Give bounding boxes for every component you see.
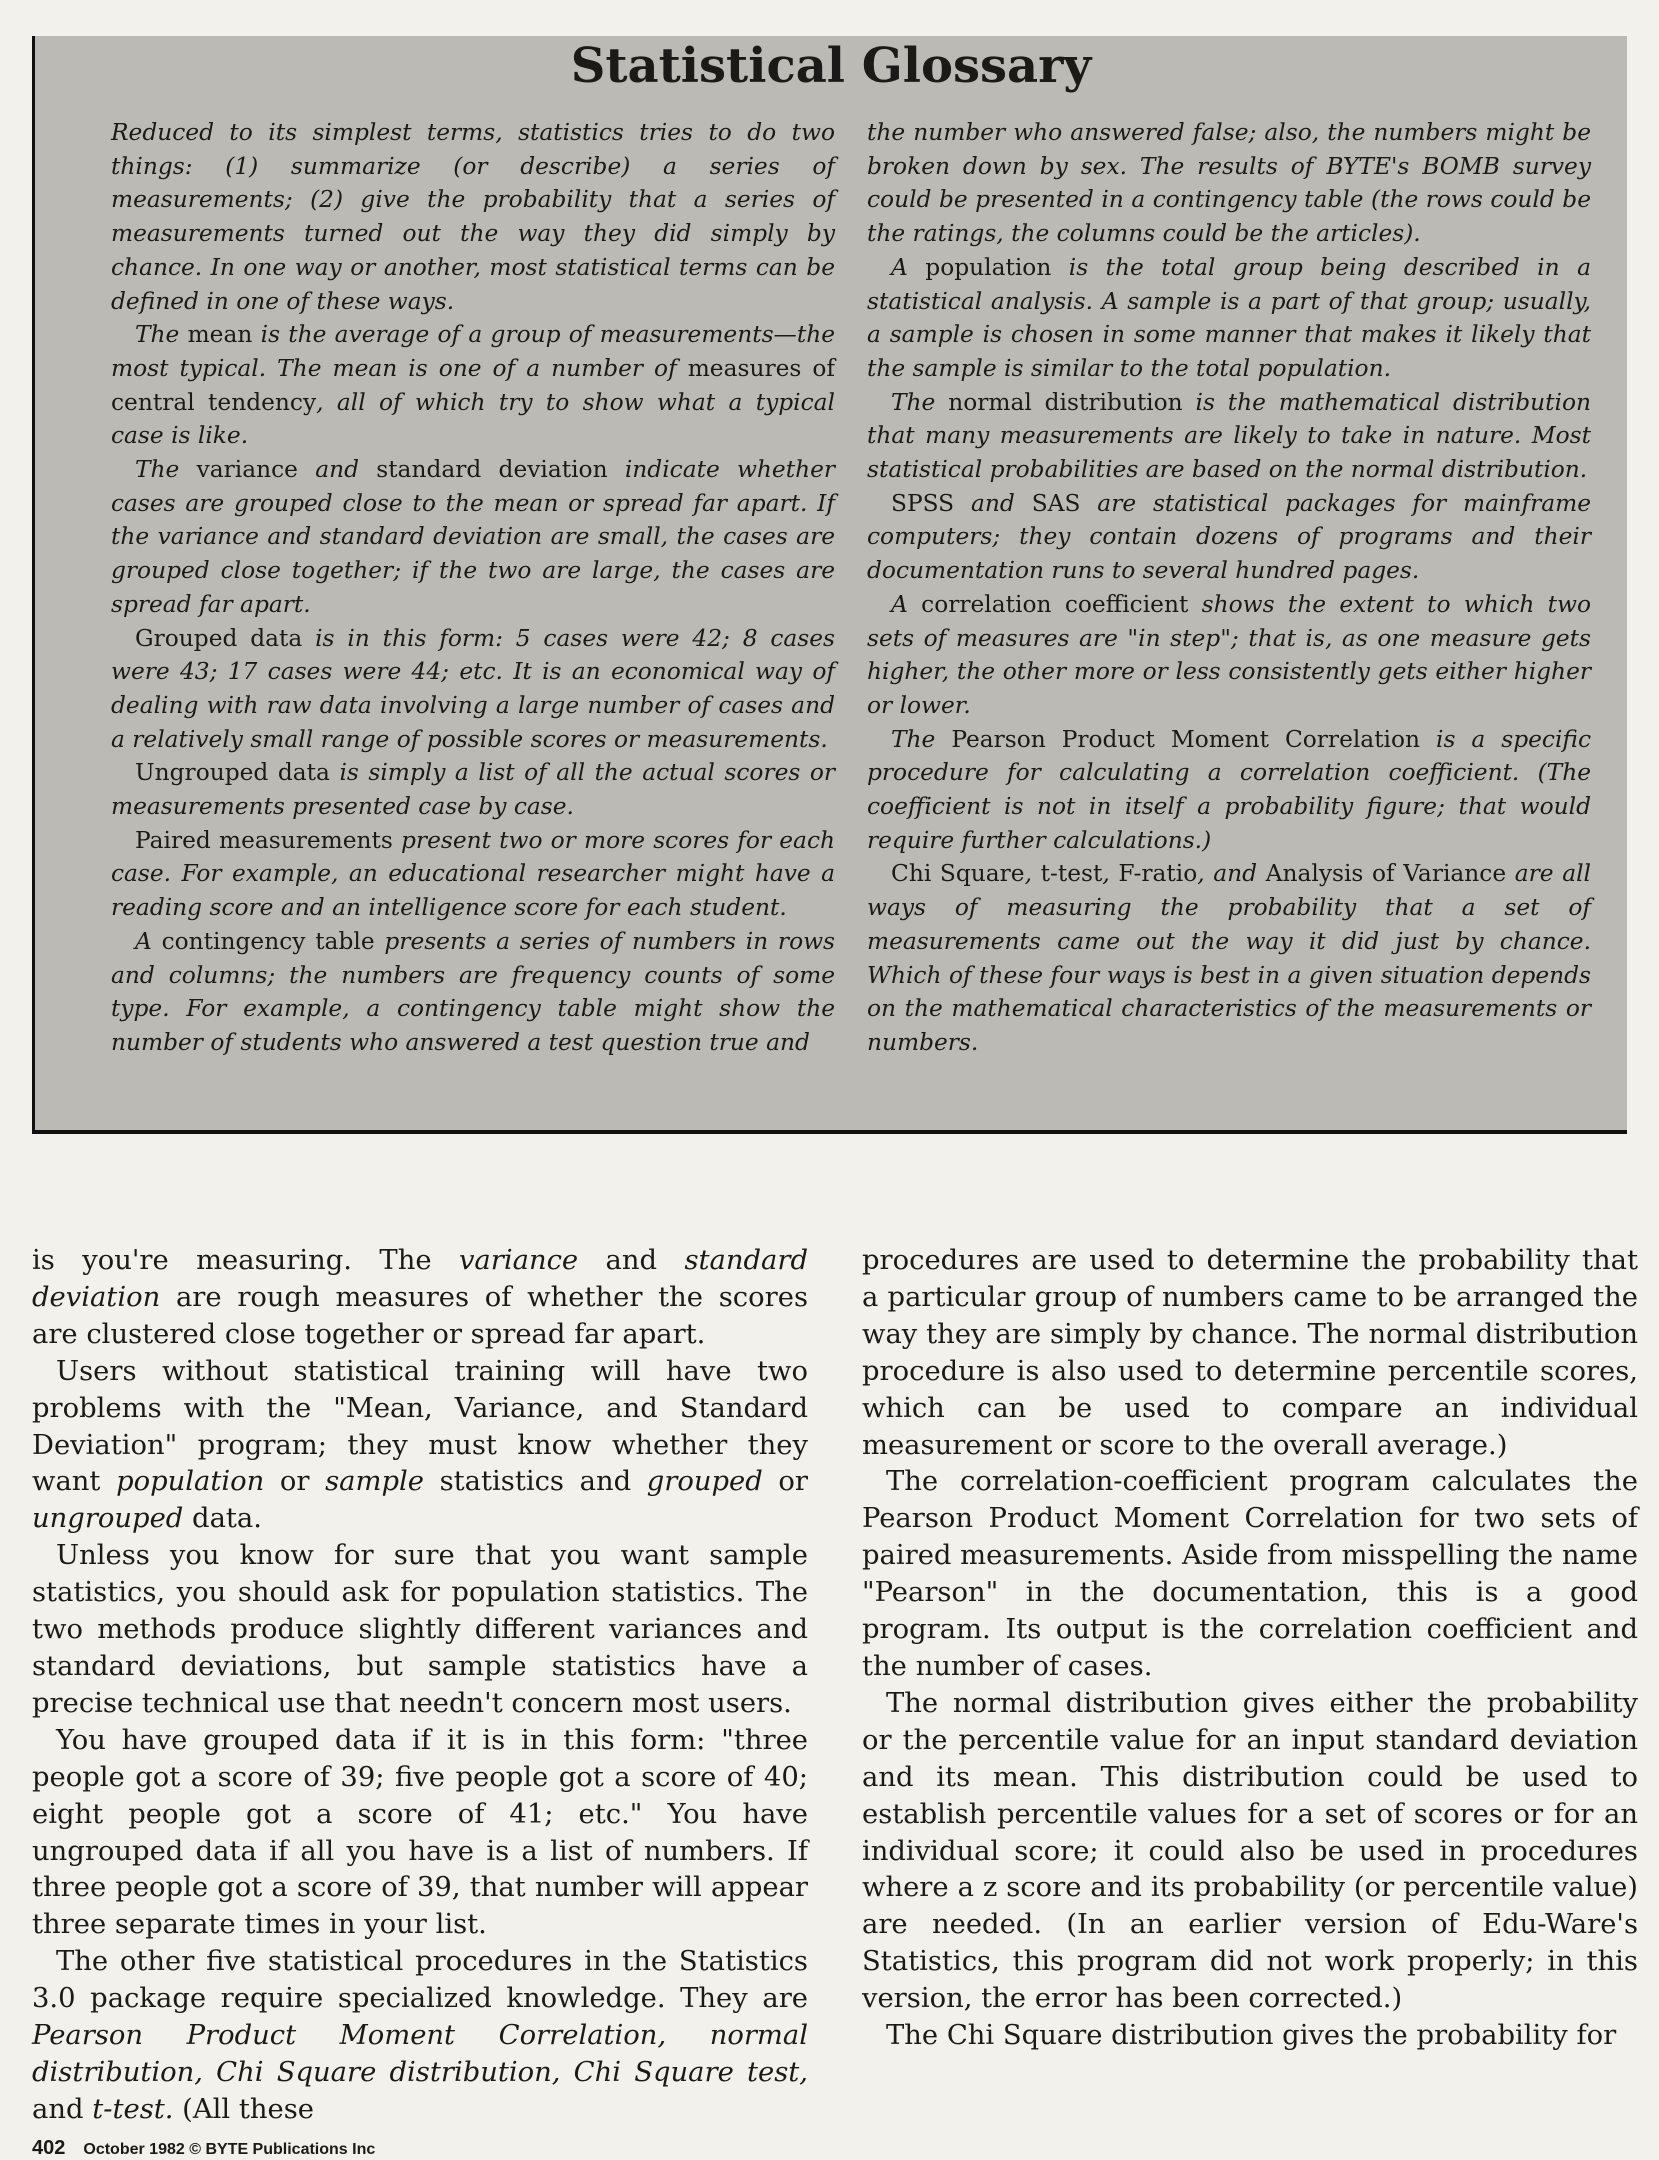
article-left-column bbox=[32, 1243, 808, 2129]
glossary-text: the number who answered false; also, the numbers might be broken down by sex. The results of BYTE's BOMB survey could be presented in a contingency table (the rows could be the ratings, the columns could be the articles). bbox=[867, 119, 1591, 248]
glossary-term: contingency table bbox=[161, 927, 375, 955]
glossary-paragraph bbox=[111, 756, 835, 823]
glossary-paragraph bbox=[867, 857, 1591, 1059]
article-paragraph bbox=[32, 1723, 808, 1944]
glossary-text: , all of which try to show what a typical case is like. bbox=[111, 388, 835, 450]
body-text: procedures are used to determine the probability that a particular group of numbers came to be arranged the way they are simply by chance. The normal distribution procedure is also used to determine percentile scores, which can be used to compare an individual measurement or score to the overall average.) bbox=[862, 1245, 1638, 1461]
emphasis-text: Pearson Product Moment Correlation, normal distribution, Chi Square distribution, Chi Square test, bbox=[32, 2020, 808, 2088]
body-text: Users without statistical training will have two problems with the "Mean, Variance, and Standard Deviation" program; they must know whether they want bbox=[32, 1355, 808, 1498]
body-text: You have grouped data if it is in this form: "three people got a score of 39; five people got a score of 40; eight people got a score of 41; etc." You have ungrouped data if all you have is a list of numbers. If three people got a score of 39, that number will appear three separate times in your list. bbox=[32, 1724, 808, 1941]
glossary-title: Statistical Glossary bbox=[570, 38, 1092, 94]
glossary-term: SPSS bbox=[891, 489, 955, 517]
glossary-term: Paired measurements bbox=[135, 826, 393, 854]
body-text: The other five statistical procedures in the Statistics 3.0 package require specialized knowledge. They are bbox=[32, 1946, 808, 2015]
glossary-text: A bbox=[891, 253, 926, 281]
glossary-text: shows the extent to which two sets of measures are "in step"; that is, as one measure gets higher, the other more or less consistently gets either higher or lower. bbox=[867, 590, 1591, 719]
glossary-paragraph bbox=[111, 925, 835, 1060]
article-paragraph bbox=[862, 1243, 1638, 1464]
body-text: The normal distribution gives either the probability or the percentile value for an input standard deviation and its mean. This distribution could be used to establish percentile values for a set of scores or for an individual score; it could also be used in procedures where a z score and its probability (or percentile value) are needed. (In an earlier version of Edu-Ware's Statistics, this program did not work properly; in this version, the error has been corrected.) bbox=[862, 1687, 1638, 2015]
glossary-term: variance bbox=[196, 456, 298, 484]
glossary-text: is the average of a group of measurements—the most typical. The mean is one of a number of bbox=[111, 321, 835, 382]
body-text: Unless you know for sure that you want sample statistics, you should ask for population statistics. The two methods produce slightly different variances and standard deviations, but sample statistics have a precise technical use that needn't concern most users. bbox=[32, 1540, 808, 1719]
body-text: data. bbox=[183, 1503, 262, 1535]
article-paragraph bbox=[32, 1944, 808, 2129]
glossary-text: A bbox=[135, 927, 162, 955]
glossary-term: correlation coefficient bbox=[921, 590, 1189, 618]
emphasis-text: standard deviation bbox=[32, 1245, 808, 1313]
emphasis-text: grouped bbox=[646, 1466, 763, 1498]
glossary-text: The bbox=[891, 388, 949, 416]
glossary-paragraph bbox=[111, 824, 835, 925]
body-text: or bbox=[264, 1466, 326, 1498]
body-text: The correlation-coefficient program calculates the Pearson Product Moment Correlation for two sets of paired measurements. Aside from misspelling the name "Pearson" in the documentation, this is a good program. Its output is the correlation coefficient and the number of cases. bbox=[862, 1466, 1638, 1682]
glossary-paragraph bbox=[867, 386, 1591, 487]
glossary-paragraph bbox=[867, 251, 1591, 386]
glossary-paragraph bbox=[111, 453, 835, 622]
glossary-paragraph bbox=[111, 622, 835, 757]
glossary-term: Ungrouped data bbox=[135, 759, 330, 787]
glossary-text: The bbox=[891, 725, 952, 753]
glossary-term: t-test bbox=[1040, 860, 1103, 888]
glossary-term: normal distribution bbox=[948, 388, 1183, 416]
glossary-text: The bbox=[135, 321, 188, 349]
glossary-text: indicate whether cases are grouped close to the mean or spread far apart. If the variance and standard deviation are small, the cases are grouped close together; if the two are large, the cases are spread far apart. bbox=[111, 456, 835, 618]
article-paragraph bbox=[862, 1464, 1638, 1685]
glossary-term: standard deviation bbox=[376, 456, 608, 484]
glossary-paragraph bbox=[867, 588, 1591, 723]
glossary-term: measures of central tendency bbox=[111, 354, 835, 416]
glossary-paragraph bbox=[111, 116, 835, 318]
glossary-text: The bbox=[135, 456, 197, 484]
glossary-text: , bbox=[1102, 860, 1119, 888]
body-text: or bbox=[762, 1466, 809, 1498]
page-number: 402 bbox=[32, 2137, 66, 2159]
glossary-text: is simply a list of all the actual scores or measurements presented case by case. bbox=[111, 759, 836, 821]
article-paragraph bbox=[862, 1686, 1638, 2018]
emphasis-text: ungrouped bbox=[32, 1503, 184, 1535]
glossary-paragraph bbox=[111, 318, 835, 453]
glossary-paragraph bbox=[867, 723, 1591, 858]
glossary-text: present two or more scores for each case. For example, an educational researcher might have a reading score and an intelligence score for each student. bbox=[111, 826, 835, 922]
glossary-text: is the total group being described in a statistical analysis. A sample is a part of that group; usually, a sample is chosen in some manner that makes it likely that the sample is similar to the total population. bbox=[867, 253, 1591, 382]
emphasis-text: variance bbox=[458, 1245, 579, 1276]
glossary-term: Analysis of Variance bbox=[1265, 860, 1507, 888]
body-text: are rough measures of whether the scores are clustered close together or spread far apart. bbox=[32, 1281, 808, 1350]
glossary-text: and bbox=[954, 489, 1032, 517]
glossary-text: are statistical packages for mainframe computers; they contain dozens of programs and their documentation runs to several hundred pages. bbox=[867, 489, 1591, 585]
glossary-term: Grouped data bbox=[135, 624, 303, 652]
glossary-term: population bbox=[925, 253, 1052, 281]
emphasis-text: t-test. bbox=[92, 2093, 174, 2125]
emphasis-text: population bbox=[116, 1466, 265, 1498]
glossary-text: and bbox=[297, 456, 377, 484]
glossary-text: is the mathematical distribution that many measurements are likely to take in nature. Most statistical probabilities are based on the normal distribution. bbox=[867, 388, 1591, 484]
emphasis-text: sample bbox=[325, 1466, 424, 1498]
glossary-text: , bbox=[1024, 860, 1041, 888]
article-paragraph bbox=[862, 2018, 1638, 2055]
glossary-text: A bbox=[891, 590, 922, 618]
article-paragraph bbox=[32, 1354, 808, 1539]
article-paragraph bbox=[32, 1538, 808, 1723]
body-text: statistics and bbox=[423, 1466, 647, 1498]
glossary-text: presents a series of numbers in rows and columns; the numbers are frequency counts of some type. For example, a contingency table might show the number of students who answered a test question true and bbox=[111, 927, 835, 1056]
glossary-term: F-ratio bbox=[1118, 860, 1198, 888]
footer-credit: October 1982 © BYTE Publications Inc bbox=[83, 2141, 376, 2158]
article-paragraph bbox=[32, 1243, 808, 1354]
glossary-term: SAS bbox=[1031, 489, 1081, 517]
glossary-text: is in this form: 5 cases were 42; 8 cases were 43; 17 cases were 44; etc. It is an economical way of dealing with raw data involving a large number of cases and a relatively small range of possible scores or measurements. bbox=[111, 624, 835, 753]
body-text: is you're measuring. The bbox=[32, 1245, 459, 1276]
glossary-sidebar bbox=[32, 36, 1627, 1134]
body-text: and bbox=[578, 1245, 685, 1276]
body-text: and bbox=[32, 2093, 93, 2125]
glossary-term: Pearson Product Moment Correlation bbox=[951, 725, 1421, 753]
article-right-column bbox=[862, 1243, 1638, 2055]
glossary-right-column bbox=[867, 116, 1591, 1060]
glossary-term: Chi Square bbox=[891, 860, 1025, 888]
glossary-paragraph bbox=[867, 487, 1591, 588]
body-text: (All these bbox=[173, 2093, 314, 2125]
page-footer bbox=[32, 2137, 375, 2160]
glossary-text: are all ways of measuring the probability that a set of measurements came out the way it did just by chance. Which of these four ways is best in a given situation depends on the mathematical characteristics of the measurements or numbers. bbox=[867, 860, 1591, 1056]
glossary-text: , and bbox=[1197, 860, 1266, 888]
glossary-text: Reduced to its simplest terms, statistics tries to do two things: (1) summarize (or describe) a series of measurements; (2) give the probability that a series of measurements turned out the way they did simply by chance. In one way or another, most statistical terms can be defined in one of these ways. bbox=[111, 119, 835, 315]
glossary-left-column bbox=[111, 116, 835, 1060]
glossary-term: mean bbox=[187, 321, 253, 349]
body-text: The Chi Square distribution gives the probability for bbox=[886, 2020, 1617, 2052]
glossary-text: is a specific procedure for calculating a correlation coefficient. (The coefficient is not in itself a probability figure; that would require further calculations.) bbox=[867, 725, 1591, 854]
glossary-paragraph bbox=[867, 116, 1591, 251]
